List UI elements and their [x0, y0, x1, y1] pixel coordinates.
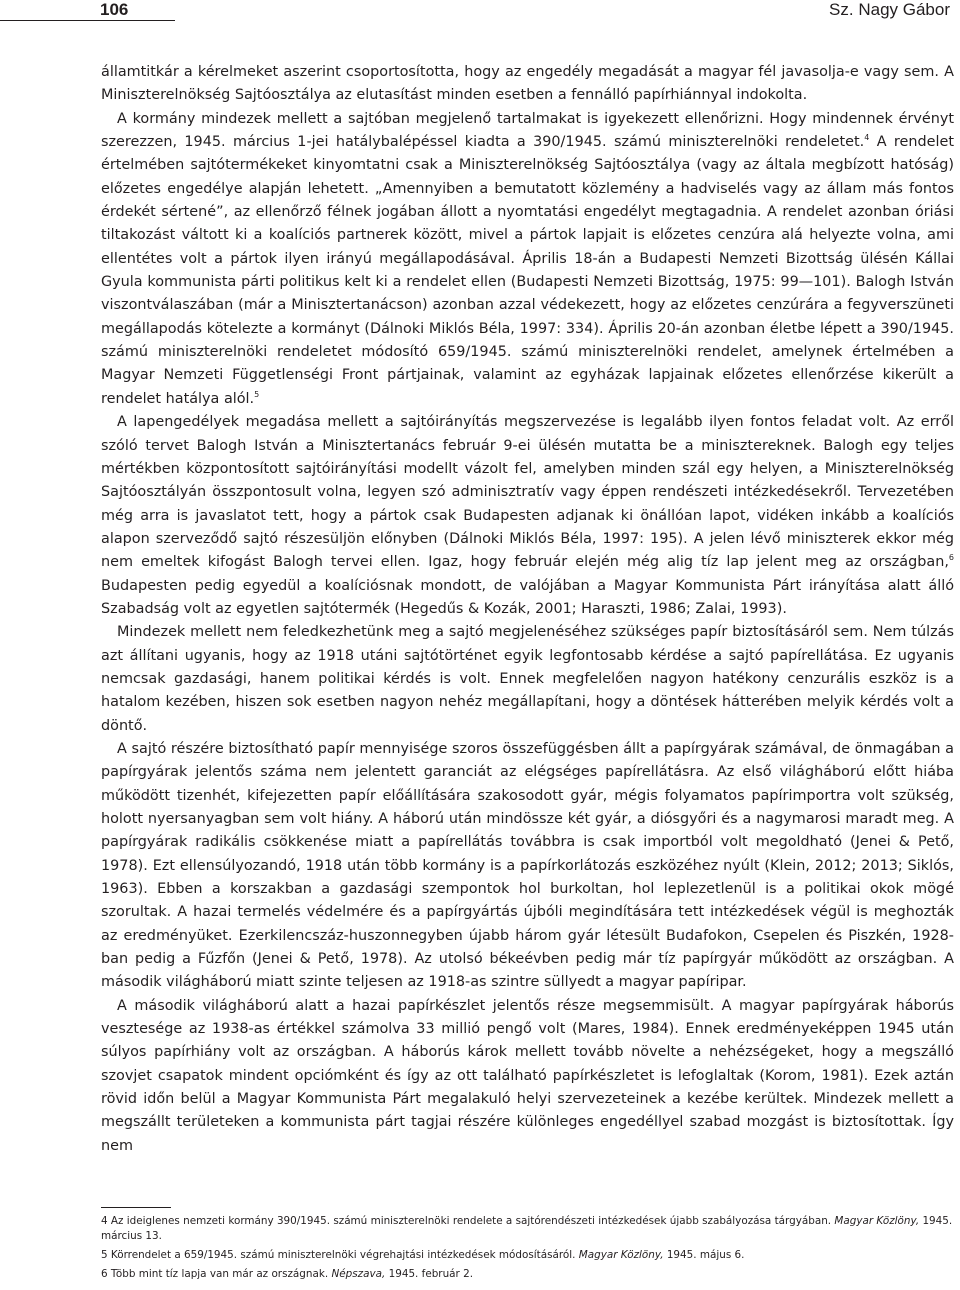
header-rule [0, 20, 175, 21]
footnote-reference: 6 [948, 553, 954, 563]
footnote [101, 1214, 954, 1244]
paragraph [101, 621, 954, 738]
text-run: államtitkár a kérelmeket aszerint csoportosította, hogy az engedély megadását a magyar fél javasolja-e vagy sem. A Miniszterelnökség Sajtóosztálya az elutasítást minden esetben a fennálló papírhiánnyal indokolta. [101, 64, 954, 104]
text-run: A rendelet értelmében sajtótermékeket kinyomtatni csak a Miniszterelnökség Sajtóosztálya (vagy az általa megbízott hatóság) előzetes engedélye alapján lehetett. „Amennyiben a bemutatott közlemény a hadviselés vagy az állam más fontos érdekét sértené”, az ellenőrző félnek jogában állott a nyomtatási engedélyt megtagadnia. A rendelet azonban óriási tiltakozást váltott ki a koalíciós partnerek között, mivel a pártok lapjait is előzetes cenzúra alá helyezte volna, ami ellentétes volt a pártok ilyen irányú megállapodásával. Április 18-án a Budapesti Nemzeti Bizottság ülésén Kállai Gyula kommunista párti politikus kelt ki a rendelet ellen (Budapesti Nemzeti Bizottság, 1975: 99—101). Balogh István viszontválaszában (már a Minisztertanácson) azonban azzal védekezett, hogy az előzetes cenzúrára a fegyverszüneti megállapodás kötelezte a kormányt (Dálnoki Miklós Béla, 1997: 334). Április 20-án azonban életbe lépett a 390/1945. számú miniszterelnöki rendeletet módosító 659/1945. számú miniszterelnöki rendelet, amelynek értelmében a Magyar Nemzeti Függetlenségi Front pártjainak, valamint az egyházak lapjainak előzetes ellenőrzése kikerült a rendelet hatálya alól. [101, 134, 954, 407]
footnote-reference: 4 [864, 133, 870, 143]
text-run: 5 Körrendelet a 659/1945. számú miniszterelnöki végrehajtási intézkedések módosításáról. [101, 1249, 579, 1261]
running-author: Sz. Nagy Gábor [829, 0, 950, 19]
footnote-rule [101, 1207, 171, 1208]
italic-source-title: Népszava, [331, 1268, 386, 1280]
italic-source-title: Magyar Közlöny, [578, 1249, 664, 1261]
text-run: A második világháború alatt a hazai papírkészlet jelentős része megsemmisült. A magyar papírgyárak háborús vesztesége az 1938-as értékkel számolva 33 millió pengő volt (Mares, 1984). Ennek eredményeképpen 1945 után súlyos papírhiány volt az országban. A háborús károk mellett tovább növelte a nehézségeket, hogy a megszálló szovjet csapatok mindent opciómként és így az ott található papírkészletet is lefoglaltak (Korom, 1981). Ezek aztán rövid időn belül a Magyar Kommunista Párt megalakuló helyi szervezeteinek a kezébe kerültek. Mindezek mellett a megszállt területeken a kommunista párt tagjai részére különleges engedéllyel szabad mozgást is biztosítottak. Így nem [101, 997, 954, 1154]
text-run: A sajtó részére biztosítható papír mennyisége szoros összefüggésben állt a papírgyárak számával, de önmagában a papírgyárak jelentős száma nem jelentett garanciát az elégséges papírellátásra. Az első világháború előtt hiába működött tizenhét, kifejezetten papír előállítására szakosodott gyár, mégis folyamatos papírimportra volt szükség, holott nyersanyagban sem volt hiány. A háború után mindössze két gyár, a diósgyőri és a nagymarosi maradt meg. A papírgyárak radikális csökkenése miatt a papírellátás továbbra is csak importból volt megoldható (Jenei & Pető, 1978). Ezt ellensúlyozandó, 1918 után több kormány is a papírkorlátozás eszközéhez nyúlt (Klein, 2012; 2013; Siklós, 1963). Ebben a korszakban a gazdasági szempontok hol burkoltan, hol leplezetlenül is a politikai okok mögé szorultak. A hazai termelés védelmére és a papírgyártás újbóli megindítására tett intézkedések végül is meghozták az eredményüket. Ezerkilencszáz-huszonnegyben újabb három gyár létesült Budafokon, Csepelen és Piszkén, 1928-ban pedig a Fűzfőn (Jenei & Pető, 1978). Az utolsó békeévben pedig már tíz papírgyár működött az országban. A második világháború miatt szinte teljesen az 1918-as szintre süllyedt a magyar papíripar. [101, 740, 954, 991]
footnote-reference: 5 [254, 390, 260, 400]
text-run: Mindezek mellett nem feledkezhetünk meg a sajtó megjelenéséhez szükséges papír biztosításáról sem. Nem túlzás azt állítani ugyanis, hogy az 1918 utáni sajtótörténet egyik legfontosabb kérdése a sajtó papírellátása. Ez ugyanis nemcsak gazdasági, hanem politikai kérdés is volt. Ennek megfelelően nagyon hatékony cenzurális eszköz is a hatalom kezében, hiszen sok esetben nagyon nehéz megállapítani, hogy a döntések hátterében melyik kérdés volt a döntő. [101, 624, 954, 734]
text-run: A kormány mindezek mellett a sajtóban megjelenő tartalmakat is igyekezett ellenőrizni. Hogy mindennek érvényt szerezzen, 1945. március 1-jei hatálybalépéssel kiadta a 390/1945. számú miniszterelnöki rendeletet. [101, 110, 954, 151]
footnotes [101, 1214, 954, 1286]
text-run: 1945. február 2. [385, 1268, 474, 1280]
paragraph [101, 738, 954, 995]
italic-source-title: Magyar Közlöny, [834, 1215, 920, 1227]
text-run: 1945. március 13. [101, 1215, 953, 1242]
paragraph [101, 108, 954, 411]
body-text [101, 61, 954, 1158]
page-number: 106 [100, 0, 129, 19]
paragraph [101, 61, 954, 108]
paragraph [101, 411, 954, 621]
footnote [101, 1267, 954, 1282]
running-header [0, 0, 960, 40]
footnote [101, 1248, 954, 1263]
page-number-box [100, 0, 174, 20]
text-run: 1945. május 6. [663, 1249, 745, 1261]
text-run: A lapengedélyek megadása mellett a sajtóirányítás megszervezése is legalább ilyen fontos feladat volt. Az erről szóló tervet Balogh István a Minisztertanács február 9-ei ülésén mutatta be a minisztereknek. Balogh egy teljes mértékben központosított sajtóirányítási modellt vázolt fel, amelyben minden szál egy helyen, a Miniszterelnökség Sajtóosztályán összpontosult volna, legyen szó adminisztratív vagy éppen rendészeti intézkedésekről. Tervezetében még arra is javaslatot tett, hogy a pártok csak Budapesten adjanak ki önállóan lapot, vidéken inkább a koalíciós alapon szerveződő sajtó részesüljön előnyben (Dálnoki Miklós Béla, 1997: 195). A jelen lévő miniszterek ekkor még nem emeltek kifogást Balogh tervei ellen. Igaz, hogy február elején még alig tíz lap jelent meg az országban, [101, 414, 954, 571]
text-run: Budapesten pedig egyedül a koalíciósnak mondott, de valójában a Magyar Kommunista Párt irányítása alatt álló Szabadság volt az egyetlen sajtótermék (Hegedűs & Kozák, 2001; Haraszti, 1986; Zalai, 1993). [101, 577, 954, 617]
text-run: 4 Az ideiglenes nemzeti kormány 390/1945. számú miniszterelnöki rendelete a sajtórendészeti intézkedések újabb szabályozása tárgyában. [101, 1215, 835, 1227]
text-run: 6 Több mint tíz lapja van már az országnak. [101, 1268, 332, 1280]
paragraph [101, 995, 954, 1158]
